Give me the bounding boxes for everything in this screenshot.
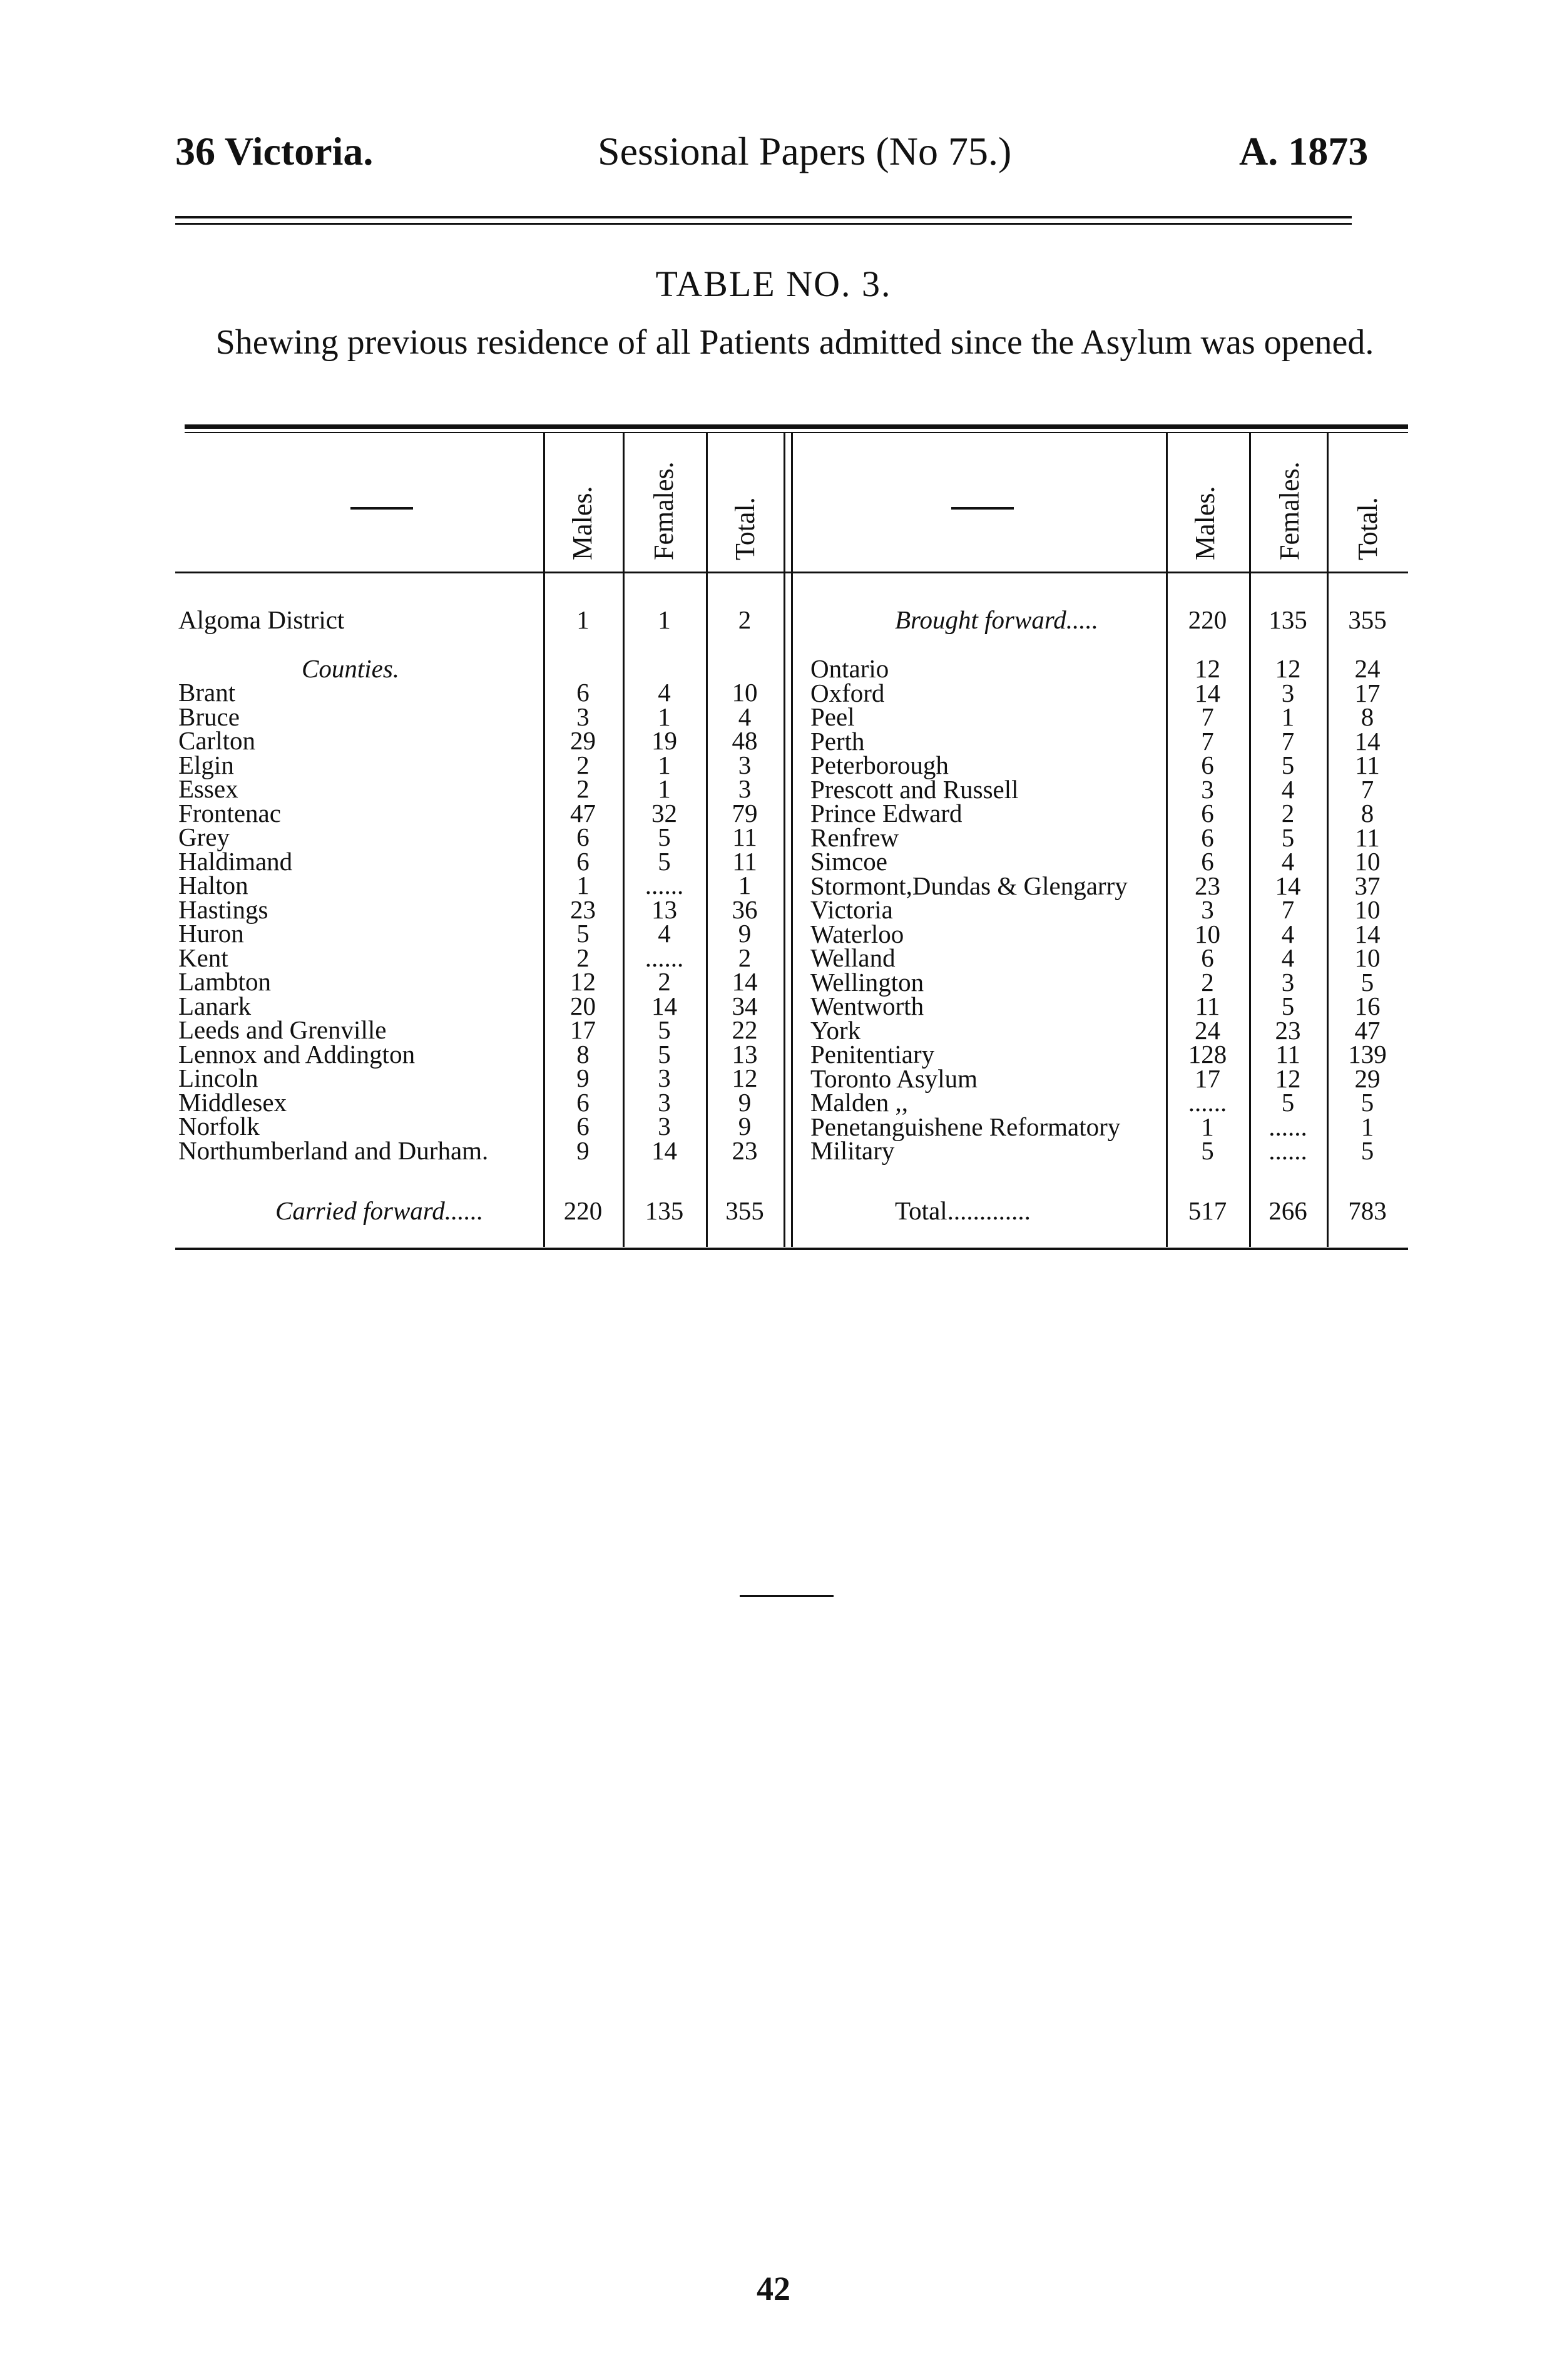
row-name: Frontenac: [178, 798, 281, 828]
row-females: 13: [651, 895, 677, 924]
row-total: 1: [1361, 1112, 1374, 1141]
row-total: 16: [1354, 992, 1381, 1020]
row-name: Total.............: [895, 1196, 1031, 1225]
row-females: 23: [1275, 1015, 1301, 1045]
row-total: 79: [732, 798, 758, 828]
table-rule-top: [185, 424, 1408, 429]
row-name: Brant: [178, 678, 236, 707]
row-males: 2: [1201, 967, 1214, 997]
end-rule: [740, 1595, 834, 1597]
row-name: Hastings: [178, 895, 268, 924]
row-females: 4: [1281, 943, 1295, 972]
row-males: 9: [576, 1064, 590, 1092]
row-males: 6: [576, 1112, 590, 1141]
row-males: 517: [1188, 1196, 1227, 1225]
row-total: 13: [732, 1039, 758, 1069]
header-rule-top: [175, 216, 1352, 218]
row-total: 10: [1354, 895, 1381, 924]
row-name: Essex: [178, 774, 238, 803]
row-females: 1: [1281, 702, 1295, 731]
row-total: 3: [738, 774, 752, 803]
row-name: Huron: [178, 919, 244, 948]
row-males: 5: [576, 919, 590, 948]
row-name: Lennox and Addington: [178, 1039, 416, 1069]
row-total: 14: [732, 967, 758, 996]
row-name: York: [810, 1015, 861, 1045]
row-males: 6: [576, 678, 590, 707]
row-name: Grey: [178, 823, 230, 851]
table-bottom-rule: [175, 1248, 1408, 1250]
row-females: 11: [1275, 1040, 1300, 1069]
row-males: 20: [570, 991, 596, 1020]
row-name: Kent: [178, 943, 228, 972]
row-name: Prince Edward: [810, 799, 962, 828]
right-col-males: Males.: [1190, 486, 1220, 560]
row-males: 47: [570, 798, 596, 828]
row-name: Brought forward.....: [895, 605, 1098, 634]
left-col-total: Total.: [730, 497, 760, 560]
row-females: 135: [645, 1196, 684, 1225]
row-total: 8: [1361, 799, 1374, 828]
row-total: 11: [1355, 751, 1380, 779]
row-name: Welland: [810, 943, 896, 972]
row-name: Algoma District: [178, 605, 345, 634]
right-col-females: Females.: [1274, 461, 1305, 560]
row-name: Wellington: [810, 967, 924, 997]
row-females: 1: [658, 702, 671, 731]
table-rule-top-thin: [185, 432, 1408, 433]
row-females: 3: [658, 1064, 671, 1092]
row-females: 1: [658, 605, 671, 634]
page-number: 42: [757, 2270, 790, 2307]
row-females: 3: [1281, 967, 1295, 997]
left-col-females: Females.: [648, 461, 679, 560]
row-males: 6: [576, 823, 590, 851]
row-males: 6: [1201, 847, 1214, 876]
left-header-dash: [350, 507, 413, 510]
row-females: 7: [1281, 726, 1295, 756]
row-females: 5: [658, 1015, 671, 1044]
row-males: 3: [1201, 774, 1214, 804]
row-females: 4: [1281, 774, 1295, 804]
row-males: 6: [1201, 943, 1214, 972]
row-females: 5: [658, 1039, 671, 1069]
row-males: 3: [1201, 895, 1214, 924]
row-name: Penitentiary: [810, 1040, 935, 1069]
row-males: 6: [576, 846, 590, 876]
row-total: 1: [738, 871, 752, 900]
row-males: 2: [576, 750, 590, 779]
row-total: 3: [738, 750, 752, 779]
row-females: 3: [658, 1087, 671, 1117]
row-males: 6: [1201, 751, 1214, 779]
row-males: 220: [1188, 605, 1227, 634]
row-total: 355: [725, 1196, 764, 1225]
row-males: 2: [576, 943, 590, 972]
row-females: 12: [1275, 654, 1301, 683]
row-total: 5: [1361, 1136, 1374, 1165]
row-total: 14: [1354, 919, 1381, 948]
header-rule-bottom: [175, 223, 1352, 225]
row-females: 5: [658, 823, 671, 851]
row-total: 10: [1354, 847, 1381, 876]
row-total: 139: [1348, 1040, 1387, 1069]
row-total: 7: [1361, 774, 1374, 804]
row-total: 12: [732, 1064, 758, 1092]
row-females: 1: [658, 774, 671, 803]
row-name: Halton: [178, 871, 248, 900]
row-total: 2: [738, 605, 752, 634]
header-center: Sessional Papers (No 75.): [598, 129, 1012, 173]
row-total: 2: [738, 943, 752, 972]
row-females: 266: [1269, 1196, 1307, 1225]
row-females: 3: [1281, 678, 1295, 707]
right-header-dash: [951, 507, 1014, 510]
row-total: 11: [732, 846, 757, 876]
row-total: 8: [1361, 702, 1374, 731]
row-total: 10: [1354, 943, 1381, 972]
row-males: 1: [576, 605, 590, 634]
col-line-divider-b: [791, 433, 793, 1247]
row-males: 6: [1201, 799, 1214, 828]
table-subtitle: Shewing previous residence of all Patients admitted since the Asylum was opened.: [215, 323, 1374, 362]
row-name: Leeds and Grenville: [178, 1015, 387, 1044]
row-females: 4: [658, 678, 671, 707]
row-total: 5: [1361, 967, 1374, 997]
row-name: Elgin: [178, 750, 234, 779]
row-name: Haldimand: [178, 846, 293, 876]
row-males: 220: [563, 1196, 603, 1225]
row-females: 5: [1281, 1088, 1295, 1117]
row-females: 12: [1275, 1064, 1301, 1093]
row-males: 29: [570, 726, 596, 755]
row-males: 17: [570, 1015, 596, 1044]
row-males: 12: [570, 967, 596, 996]
row-males: 6: [576, 1087, 590, 1117]
row-females: 1: [658, 750, 671, 779]
row-name: Perth: [810, 726, 865, 756]
row-name: Oxford: [810, 678, 885, 707]
row-females: 5: [1281, 751, 1295, 779]
row-name: Stormont,Dundas & Glengarry: [810, 871, 1128, 900]
row-total: 9: [738, 919, 752, 948]
row-males: 11: [1195, 992, 1220, 1020]
row-females: 5: [1281, 823, 1295, 852]
row-males: 23: [1195, 871, 1220, 900]
row-males: 17: [1195, 1064, 1220, 1093]
row-name: Bruce: [178, 702, 240, 731]
row-total: 22: [732, 1015, 758, 1044]
row-females: ......: [1269, 1136, 1307, 1165]
row-name: Lambton: [178, 967, 272, 996]
row-males: 9: [576, 1136, 590, 1165]
row-name: Carlton: [178, 726, 255, 755]
header-right: A. 1873: [1239, 129, 1369, 173]
row-total: 783: [1348, 1196, 1387, 1225]
row-males: 7: [1201, 726, 1214, 756]
header-row-rule: [175, 572, 1408, 573]
row-total: 9: [738, 1112, 752, 1141]
row-total: 34: [732, 991, 758, 1020]
row-total: 24: [1354, 654, 1381, 683]
row-females: 14: [651, 1136, 677, 1165]
row-males: 1: [1201, 1112, 1214, 1141]
row-name: Victoria: [810, 895, 893, 924]
row-name: Peterborough: [810, 751, 949, 779]
row-total: 23: [732, 1136, 758, 1165]
row-name: Norfolk: [178, 1112, 260, 1141]
row-females: 4: [658, 919, 671, 948]
row-name: Carried forward......: [275, 1196, 484, 1225]
row-females: 19: [651, 726, 677, 755]
row-total: 5: [1361, 1088, 1374, 1117]
row-name: Wentworth: [810, 992, 924, 1020]
row-total: 10: [732, 678, 758, 707]
row-males: 24: [1195, 1015, 1220, 1045]
row-males: 5: [1201, 1136, 1214, 1165]
row-males: 14: [1195, 678, 1220, 707]
row-total: 14: [1354, 726, 1381, 756]
row-name: Peel: [810, 702, 855, 731]
row-males: 7: [1201, 702, 1214, 731]
row-total: 11: [1355, 823, 1380, 852]
row-females: 14: [1275, 871, 1301, 900]
row-name: Prescott and Russell: [810, 774, 1019, 804]
row-total: 355: [1348, 605, 1387, 634]
row-total: 47: [1354, 1015, 1381, 1045]
row-total: 9: [738, 1087, 752, 1117]
row-males: 2: [576, 774, 590, 803]
row-females: 5: [658, 846, 671, 876]
row-females: ......: [645, 871, 684, 900]
row-name: Penetanguishene Reformatory: [810, 1112, 1121, 1141]
row-males: 128: [1188, 1040, 1227, 1069]
row-females: 14: [651, 991, 677, 1020]
row-name: Toronto Asylum: [810, 1064, 978, 1093]
row-males: 12: [1195, 654, 1220, 683]
row-name: Renfrew: [810, 823, 899, 852]
row-name: Northumberland and Durham.: [178, 1136, 489, 1165]
left-col-males: Males.: [567, 486, 598, 560]
row-females: ......: [645, 943, 684, 972]
row-males: ......: [1188, 1088, 1227, 1117]
row-males: 3: [576, 702, 590, 731]
row-name: Middlesex: [178, 1087, 287, 1117]
row-total: 17: [1354, 678, 1381, 707]
row-females: 5: [1281, 992, 1295, 1020]
row-name: Lincoln: [178, 1064, 258, 1092]
header-left: 36 Victoria.: [175, 129, 374, 173]
row-males: 6: [1201, 823, 1214, 852]
col-line-divider-a: [784, 433, 785, 1247]
row-males: 8: [576, 1039, 590, 1069]
row-females: ......: [1269, 1112, 1307, 1141]
table-title: TABLE NO. 3.: [655, 264, 892, 304]
row-name: Malden ,,: [810, 1088, 908, 1117]
row-total: 29: [1354, 1064, 1381, 1093]
row-name: Military: [810, 1136, 895, 1165]
counties-label: Counties.: [302, 654, 400, 683]
row-females: 2: [1281, 799, 1295, 828]
row-total: 37: [1354, 871, 1381, 900]
row-total: 4: [738, 702, 752, 731]
row-total: 11: [732, 823, 757, 851]
row-males: 10: [1195, 919, 1220, 948]
right-col-total: Total.: [1352, 497, 1383, 560]
row-males: 23: [570, 895, 596, 924]
row-females: 7: [1281, 895, 1295, 924]
row-females: 4: [1281, 847, 1295, 876]
row-total: 36: [732, 895, 758, 924]
row-name: Simcoe: [810, 847, 887, 876]
row-females: 3: [658, 1112, 671, 1141]
row-name: Ontario: [810, 654, 889, 683]
row-name: Waterloo: [810, 919, 904, 948]
row-name: Lanark: [178, 991, 252, 1020]
row-females: 135: [1269, 605, 1307, 634]
row-males: 1: [576, 871, 590, 900]
row-females: 4: [1281, 919, 1295, 948]
row-females: 32: [651, 798, 677, 828]
row-total: 48: [732, 726, 758, 755]
row-females: 2: [658, 967, 671, 996]
